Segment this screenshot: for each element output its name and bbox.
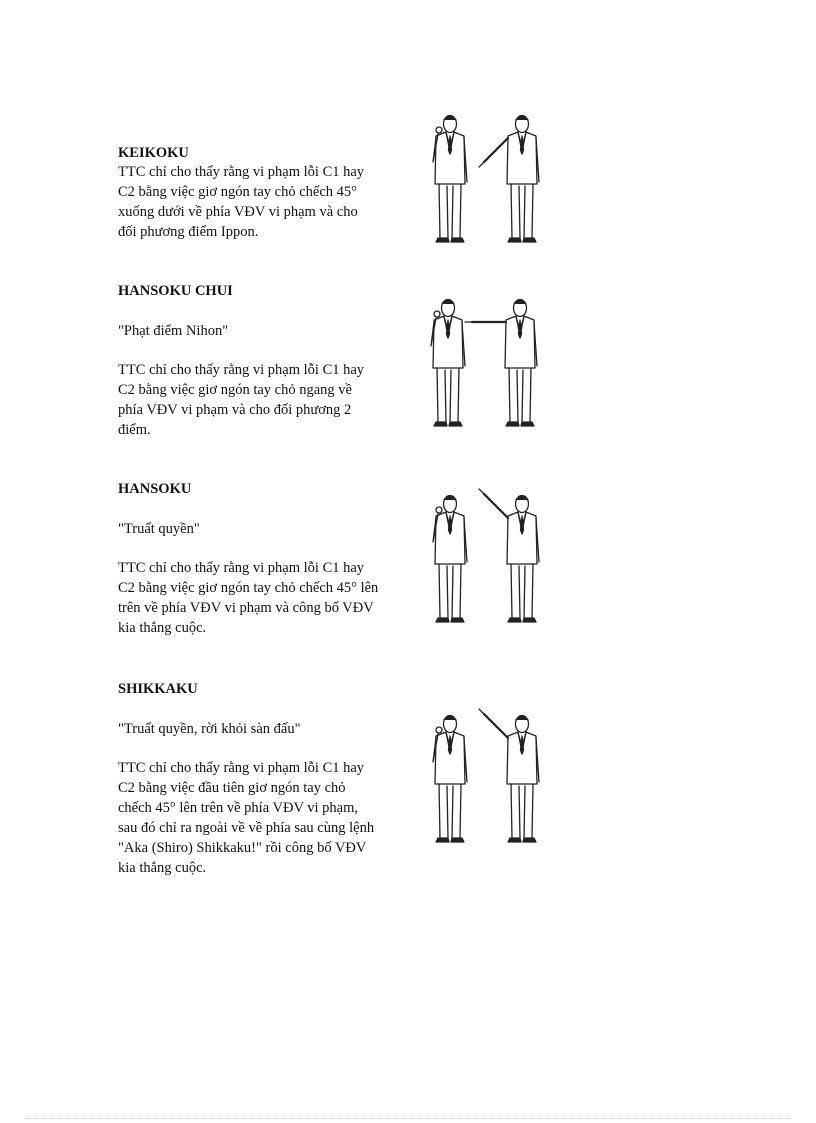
- section-quote: "Phạt điểm Nihon": [118, 323, 229, 339]
- section-quote: "Truất quyền, rời khỏi sàn đấu": [118, 721, 301, 737]
- referee-pointing-up-45-icon: [412, 486, 562, 636]
- section-keikoku: [118, 144, 418, 242]
- section-hansoku-chui: [118, 282, 418, 440]
- section-description: TTC chỉ cho thấy rằng vi phạm lỗi C1 hay C2 bằng việc giơ ngón tay chỏ chếch 45° xuống dưới về phía VĐV vi phạm và cho đối phương điểm Ippon.: [118, 164, 365, 240]
- referee-pointing-up-45-icon: [412, 706, 562, 861]
- section-title: HANSOKU: [118, 481, 192, 497]
- section-shikkaku: [118, 680, 418, 878]
- referee-pointing-down-45-icon: [412, 106, 562, 251]
- section-hansoku: [118, 480, 418, 638]
- section-title: HANSOKU CHUI: [118, 283, 233, 299]
- section-description: TTC chỉ cho thấy rằng vi phạm lỗi C1 hay C2 bằng việc giơ ngón tay chỏ chếch 45° lên trên về phía VĐV vi phạm và công bố VĐV kia thắng cuộc.: [118, 560, 379, 636]
- section-description: TTC chỉ cho thấy rằng vi phạm lỗi C1 hay C2 bằng việc giơ ngón tay chỏ ngang về phía VĐV vi phạm và cho đối phương 2 điểm.: [118, 362, 365, 438]
- page-bottom-divider: [24, 1118, 792, 1119]
- section-title: KEIKOKU: [118, 145, 189, 161]
- section-quote: "Truất quyền": [118, 521, 200, 537]
- section-title: SHIKKAKU: [118, 681, 198, 697]
- section-description: TTC chỉ cho thấy rằng vi phạm lỗi C1 hay C2 bằng việc đầu tiên giơ ngón tay chỏ chếch 45° lên trên về phía VĐV vi phạm, sau đó chỉ ra ngoài về về phía sau cùng lệnh "Aka (Shiro) Shikkaku!" rồi công bố VĐV kia thắng cuộc.: [118, 760, 375, 876]
- referee-pointing-horizontal-icon: [410, 290, 560, 435]
